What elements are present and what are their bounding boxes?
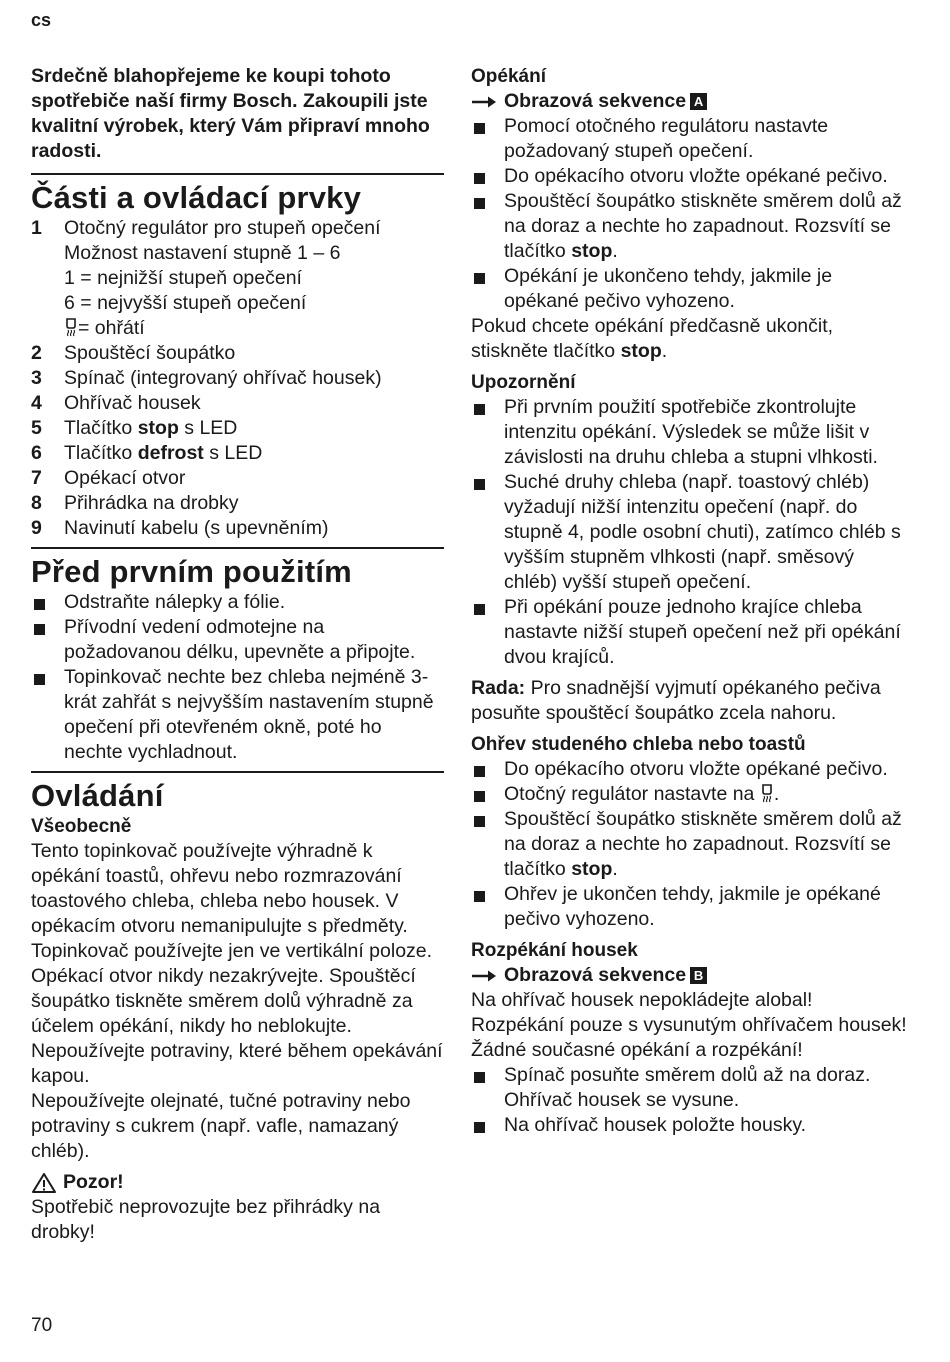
parts-list <box>31 216 444 541</box>
bullet-icon <box>31 590 64 615</box>
general-paragraph: Nepoužívejte olejnaté, tučné potraviny nebo potraviny s cukrem (např. vafle, namazaný chléb). <box>31 1090 411 1162</box>
bullet-icon <box>471 807 504 882</box>
before-first-use-list <box>31 590 444 765</box>
rolls-text: Na ohřívač housek nepokládejte alobal! Rozpékání pouze s vysunutým ohřívačem housek! Žádné současné opékání a rozpékání! <box>471 989 907 1061</box>
part-item: 6 Tlačítko defrost s LED <box>31 442 263 464</box>
bullet-icon <box>31 665 64 765</box>
list-item: Pomocí otočného regulátoru nastavte požadovaný stupeň opečení. <box>471 114 911 164</box>
warming-icon <box>760 782 774 804</box>
sequence-letter-badge: B <box>690 967 707 984</box>
part-item: 3 Spínač (integrovaný ohřívač housek) <box>31 367 382 389</box>
bullet-icon <box>471 1113 504 1138</box>
list-item: Při opékání pouze jednoho krajíce chleba nastavte nižší stupeň opečení než při opékání dvou krajíců. <box>471 595 911 670</box>
tip-text: Rada: Pro snadnější vyjmutí opékaného pečiva posuňte spouštěcí šoupátko zcela nahoru. <box>471 677 881 724</box>
list-item: Opékání je ukončeno tehdy, jakmile je opékané pečivo vyhozeno. <box>471 264 911 314</box>
rolls-list <box>471 1063 911 1138</box>
part-label: Otočný regulátor pro stupeň opečení <box>64 217 381 239</box>
parts-title: Části a ovládací prvky <box>31 173 444 216</box>
warming-label: = ohřátí <box>78 317 145 339</box>
list-item: Odstraňte nálepky a fólie. <box>31 590 444 615</box>
bullet-icon <box>471 164 504 189</box>
part-subline-warming <box>31 316 444 341</box>
image-sequence-a: Obrazová sekvence A <box>471 89 911 114</box>
image-sequence-b: Obrazová sekvence B <box>471 963 911 988</box>
part-item: 7 Opékací otvor <box>31 467 186 489</box>
part-item: 2 Spouštěcí šoupátko <box>31 342 236 364</box>
toasting-heading: Opékání <box>471 66 546 87</box>
part-item <box>31 216 444 241</box>
bullet-icon <box>471 395 504 470</box>
part-number: 1 <box>31 217 42 239</box>
warming-list <box>471 757 911 932</box>
general-paragraph: Tento topinkovač používejte výhradně k opékání toastů, ohřevu nebo rozmrazování toastového chleba, chleba nebo housek. V opékacím otvoru nemanipulujte s předměty. Topinkovač používejte jen ve vertikální poloze. Opékací otvor nikdy nezakrývejte. Spouštěcí šoupátko tiskněte směrem dolů výhradně za účelem opékání, nikdy ho neblokujte. Nepoužívejte potraviny, které během opekávání kapou. <box>31 840 443 1087</box>
list-item: Na ohřívač housek položte housky. <box>471 1113 911 1138</box>
bullet-icon <box>471 189 504 264</box>
bullet-icon <box>471 782 504 807</box>
bullet-icon <box>471 264 504 314</box>
list-item: Přívodní vedení odmotejne na požadovanou délku, upevněte a připojte. <box>31 615 444 665</box>
bullet-icon <box>471 882 504 932</box>
arrow-right-icon <box>471 969 499 983</box>
list-item: Při prvním použití spotřebiče zkontrolujte intenzitu opékání. Výsledek se může lišit v závislosti na druhu chleba a stupni vlhkosti. <box>471 395 911 470</box>
list-item: Otočný regulátor nastavte na . <box>471 782 911 807</box>
part-subline: 6 = nejvyšší stupeň opečení <box>64 292 307 314</box>
list-item: Spouštěcí šoupátko stiskněte směrem dolů až na doraz a nechte ho zapadnout. Rozsvítí se tlačítko stop. <box>471 807 911 882</box>
bullet-icon <box>471 114 504 164</box>
right-column <box>471 64 911 1138</box>
bullet-icon <box>471 470 504 595</box>
caution-heading: Pozor! <box>31 1170 444 1195</box>
bullet-icon <box>471 595 504 670</box>
before-first-use-title: Před prvním použitím <box>31 547 444 590</box>
list-item: Suché druhy chleba (např. toastový chléb) vyžadují nižší intenzitu opečení (např. do stupně 4, podle osobní chuti), zatímco chléb s vyšším stupněm vlhkosti (např. směsový chléb) vyšší stupeň opečení. <box>471 470 911 595</box>
part-subline: Možnost nastavení stupně 1 – 6 <box>64 242 341 264</box>
warning-triangle-icon <box>31 1172 57 1194</box>
notes-heading: Upozornění <box>471 372 576 393</box>
arrow-right-icon <box>471 95 499 109</box>
part-item: 5 Tlačítko stop s LED <box>31 417 238 439</box>
stop-early-text: Pokud chcete opékání předčasně ukončit, stiskněte tlačítko stop. <box>471 315 834 362</box>
rolls-heading: Rozpékání housek <box>471 940 638 961</box>
language-code: cs <box>31 10 52 30</box>
notes-list <box>471 395 911 670</box>
bullet-icon <box>31 615 64 665</box>
list-item: Do opékacího otvoru vložte opékané pečivo. <box>471 164 911 189</box>
bullet-icon <box>471 1063 504 1113</box>
list-item: Do opékacího otvoru vložte opékané pečivo. <box>471 757 911 782</box>
sequence-letter-badge: A <box>690 93 707 110</box>
list-item: Topinkovač nechte bez chleba nejméně 3-krát zahřát s nejvyšším nastavením stupně opečení při otevřeném okně, poté ho nechte vychladnout. <box>31 665 444 765</box>
toasting-list <box>471 114 911 314</box>
part-subline: 1 = nejnižší stupeň opečení <box>64 267 302 289</box>
list-item: Spínač posuňte směrem dolů až na doraz. Ohřívač housek se vysune. <box>471 1063 911 1113</box>
general-heading: Všeobecně <box>31 816 132 837</box>
bullet-icon <box>471 757 504 782</box>
caution-text: Spotřebič neprovozujte bez přihrádky na drobky! <box>31 1196 381 1243</box>
intro-text: Srdečně blahopřejeme ke koupi tohoto spotřebiče naší firmy Bosch. Zakoupili jste kvalitní výrobek, který Vám připraví mnoho radosti. <box>31 65 430 162</box>
part-item: 9 Navinutí kabelu (s upevněním) <box>31 517 329 539</box>
warming-heading: Ohřev studeného chleba nebo toastů <box>471 734 806 755</box>
left-column <box>31 64 444 1245</box>
part-item: 4 Ohřívač housek <box>31 392 201 414</box>
warming-icon <box>64 316 78 338</box>
operation-title: Ovládání <box>31 771 444 814</box>
page-number: 70 <box>31 1315 53 1336</box>
list-item: Spouštěcí šoupátko stiskněte směrem dolů až na doraz a nechte ho zapadnout. Rozsvítí se tlačítko stop. <box>471 189 911 264</box>
list-item: Ohřev je ukončen tehdy, jakmile je opékané pečivo vyhozeno. <box>471 882 911 932</box>
part-item: 8 Přihrádka na drobky <box>31 492 239 514</box>
